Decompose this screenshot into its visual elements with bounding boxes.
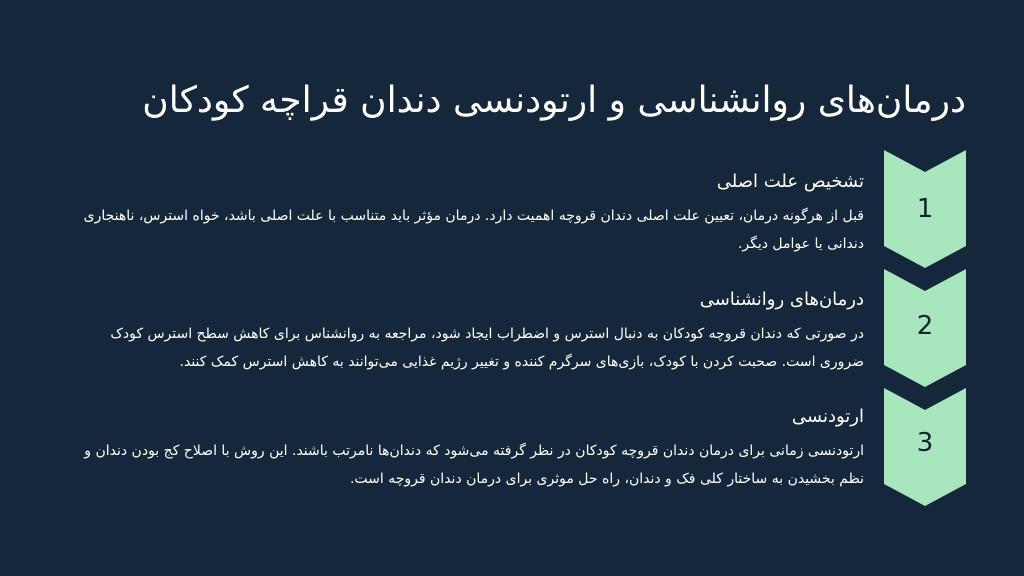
step-chevron-1 <box>884 150 966 268</box>
step-body-1: قبل از هرگونه درمان، تعیین علت اصلی دندان قروچه اهمیت دارد. درمان مؤثر باید متناسب با علت اصلی باشد، خواه استرس، ناهنجاری دندانی یا عوامل دیگر. <box>83 208 864 252</box>
step-item-3 <box>64 405 864 493</box>
step-item-1 <box>64 170 864 258</box>
step-item-2 <box>64 288 864 376</box>
step-number-1: 1 <box>916 194 934 224</box>
step-chevron-3 <box>884 388 966 506</box>
step-number-3: 3 <box>916 428 934 458</box>
step-heading-2: درمان‌های روانشناسی <box>699 289 864 310</box>
step-body-3: ارتودنسی زمانی برای درمان دندان قروچه کودکان در نظر گرفته می‌شود که دندان‌ها نامرتب باشند. این روش با اصلاح کج بودن دندان و نظم بخشیدن به ساختار کلی فک و دندان، راه حل موثری برای درمان دندان قروچه است. <box>84 443 864 487</box>
step-heading-3: ارتودنسی <box>791 406 864 427</box>
slide-title: درمان‌های روانشناسی و ارتودنسی دندان قراچه کودکان <box>142 80 966 121</box>
step-chevron-2 <box>884 269 966 387</box>
step-number-2: 2 <box>916 311 934 341</box>
step-heading-1: تشخیص علت اصلی <box>716 171 864 192</box>
step-body-2: در صورتی که دندان قروچه کودکان به دنبال استرس و اضطراب ایجاد شود، مراجعه به روانشناس برای کاهش سطح استرس کودک ضروری است. صحبت کردن با کودک، بازی‌های سرگرم کننده و تغییر رژیم غذایی می‌توانند به کاهش استرس کمک کنند. <box>110 326 864 370</box>
